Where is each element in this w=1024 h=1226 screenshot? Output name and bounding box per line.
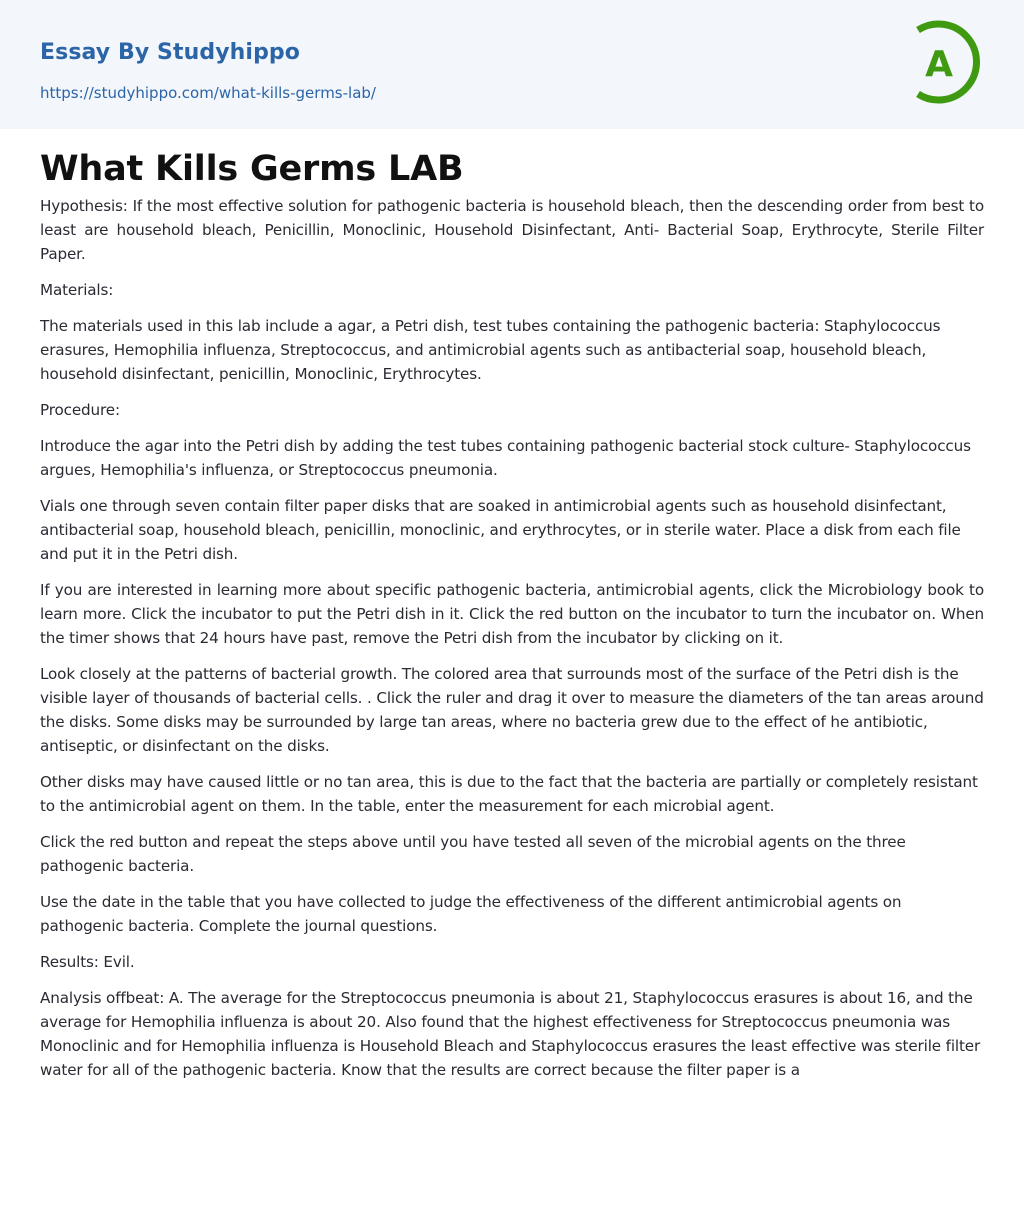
- procedure-paragraph: If you are interested in learning more about specific pathogenic bacteria, antimicrobial agents, click the Microbiology book to learn more. Click the incubator to put the Petri dish in it. Click the red button on the incubator to turn the incubator on. When the timer shows that 24 hours have past, remove the Petri dish from the incubator by clicking on it.: [40, 581, 984, 647]
- essay-content: [0, 148, 1024, 1082]
- procedure-paragraph: Introduce the agar into the Petri dish by adding the test tubes containing pathogenic bacterial stock culture- Staphylococcus argues, Hemophilia's influenza, or Streptococcus pneumonia.: [40, 437, 971, 479]
- studyhippo-logo-icon[interactable]: [905, 18, 989, 106]
- brand-title[interactable]: Essay By Studyhippo: [40, 40, 300, 65]
- results-paragraph: Results: Evil.: [40, 953, 135, 971]
- materials-heading: Materials:: [40, 281, 114, 299]
- materials-paragraph: The materials used in this lab include a agar, a Petri dish, test tubes containing the pathogenic bacteria: Staphylococcus erasures, Hemophilia influenza, Streptococcus, and antimicrobial agents such as antibacterial soap, household bleach, household disinfectant, penicillin, Monoclinic, Erythrocytes.: [40, 317, 941, 383]
- page-title: What Kills Germs LAB: [40, 149, 464, 189]
- hypothesis-paragraph: Hypothesis: If the most effective solution for pathogenic bacteria is household bleach, then the descending order from best to least are household bleach, Penicillin, Monoclinic, Household Disinfectant, Anti- Bacterial Soap, Erythrocyte, Sterile Filter Paper.: [40, 197, 984, 263]
- procedure-paragraph: Look closely at the patterns of bacterial growth. The colored area that surrounds most of the surface of the Petri dish is the visible layer of thousands of bacterial cells. . Click the ruler and drag it over to measure the diameters of the tan areas around the disks. Some disks may be surrounded by large tan areas, where no bacteria grew due to the effect of he antibiotic, antiseptic, or disinfectant on the disks.: [40, 665, 984, 755]
- procedure-paragraph: Use the date in the table that you have collected to judge the effectiveness of the different antimicrobial agents on pathogenic bacteria. Complete the journal questions.: [40, 893, 902, 935]
- site-header: [0, 0, 1024, 129]
- procedure-paragraph: Vials one through seven contain filter paper disks that are soaked in antimicrobial agents such as household disinfectant, antibacterial soap, household bleach, penicillin, monoclinic, and erythrocytes, or in sterile water. Place a disk from each file and put it in the Petri dish.: [40, 497, 961, 563]
- procedure-paragraph: Other disks may have caused little or no tan area, this is due to the fact that the bacteria are partially or completely resistant to the antimicrobial agent on them. In the table, enter the measurement for each microbial agent.: [40, 773, 978, 815]
- procedure-heading: Procedure:: [40, 401, 120, 419]
- logo-letter: A: [925, 44, 953, 85]
- essay-url-link[interactable]: https://studyhippo.com/what-kills-germs-lab/: [40, 84, 376, 102]
- analysis-paragraph: Analysis offbeat: A. The average for the Streptococcus pneumonia is about 21, Staphylococcus erasures is about 16, and the average for Hemophilia influenza is about 20. Also found that the highest effectiveness for Streptococcus pneumonia was Monoclinic and for Hemophilia influenza is Household Bleach and Staphylococcus erasures the least effective was sterile filter water for all of the pathogenic bacteria. Know that the results are correct because the filter paper is a: [40, 989, 981, 1079]
- procedure-paragraph: Click the red button and repeat the steps above until you have tested all seven of the microbial agents on the three pathogenic bacteria.: [40, 833, 906, 875]
